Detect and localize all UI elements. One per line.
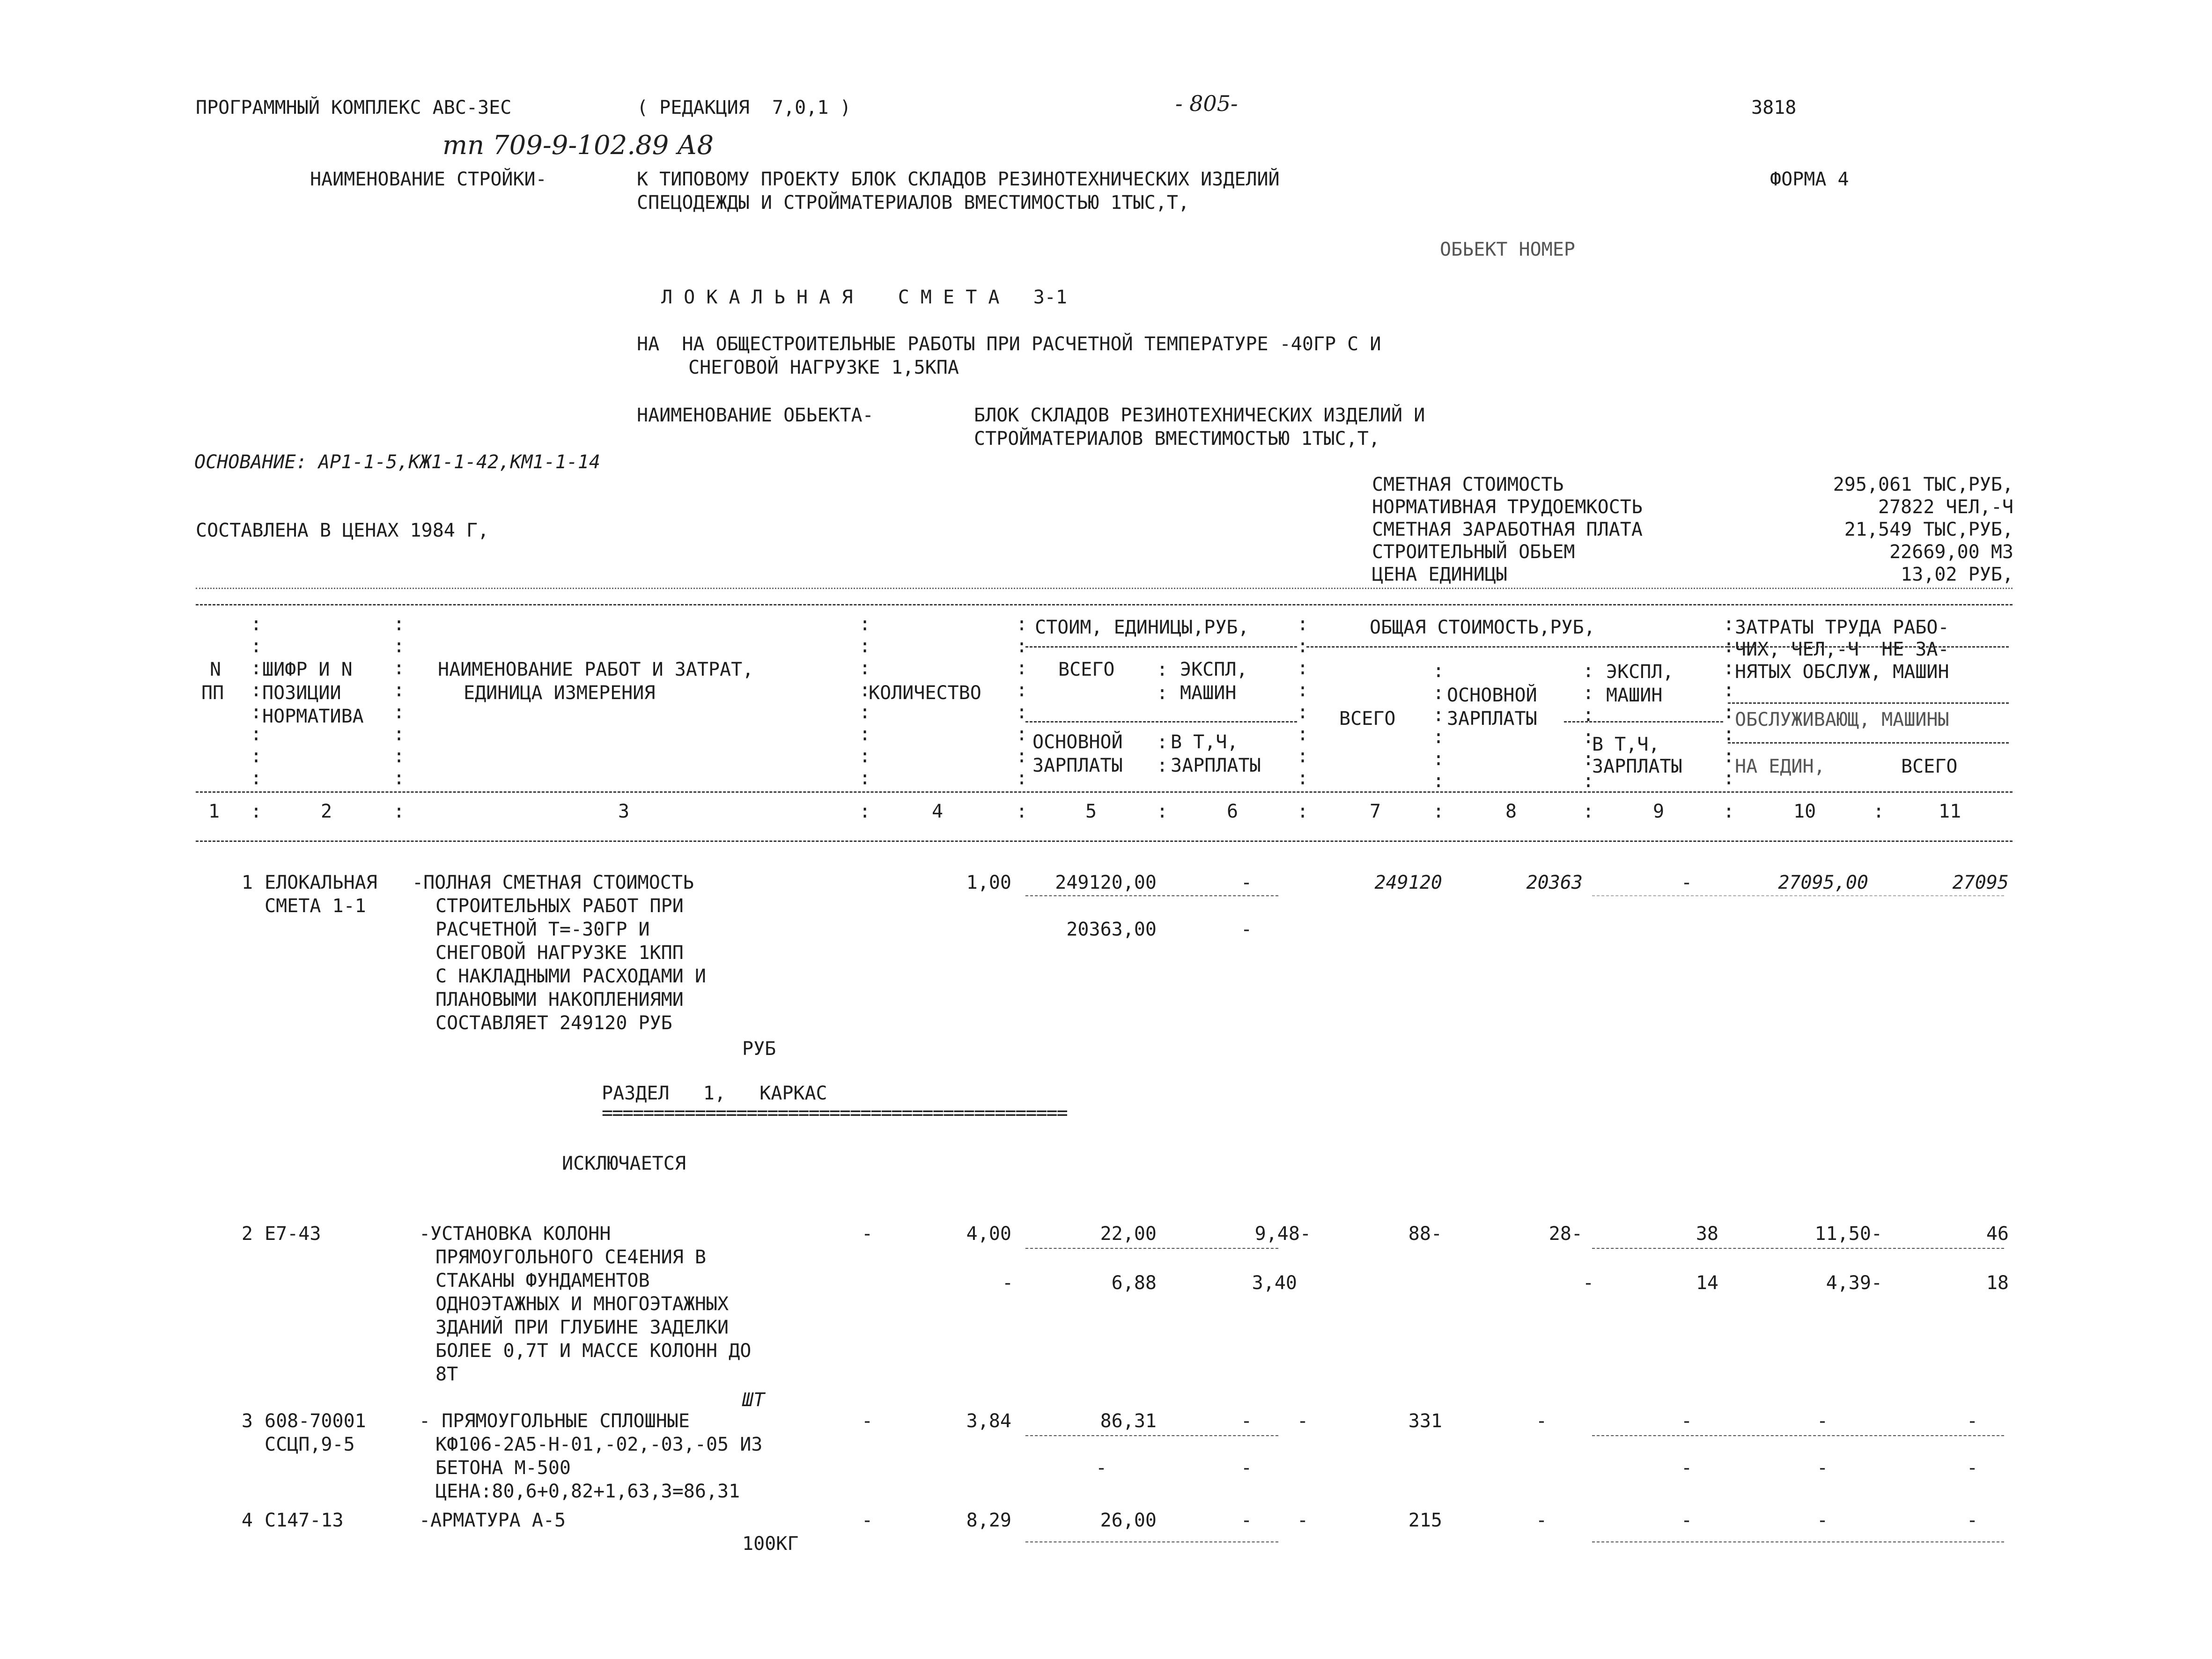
col-number: 10	[1793, 801, 1816, 822]
row-mark: -	[1297, 1410, 1309, 1432]
row-cost-rule	[1025, 1435, 1278, 1436]
row-name: ОДНОЭТАЖНЫХ И МНОГОЭТАЖНЫХ	[435, 1293, 729, 1315]
row-mark: -	[1681, 1457, 1693, 1479]
row-total-rule	[1592, 1435, 2004, 1436]
row-unit-base: 6,88	[1111, 1272, 1157, 1294]
col-number: 9	[1653, 801, 1665, 822]
row-labor-unit: -	[1817, 1510, 1829, 1531]
total-cost-label: ОБЩАЯ СТОИМОСТЬ,РУБ,	[1370, 617, 1595, 638]
labor-label: НЯТЫХ ОБСЛУЖ, МАШИН	[1735, 661, 1949, 683]
estimate-title: Л О К А Л Ь Н А Я С М Е Т А 3-1	[661, 287, 1067, 308]
row-name: -ПОЛНАЯ СМЕТНАЯ СТОИМОСТЬ	[412, 872, 694, 893]
row-name: 8Т	[435, 1364, 458, 1385]
row-name: ЗДАНИЙ ПРИ ГЛУБИНЕ ЗАДЕЛКИ	[435, 1317, 729, 1338]
row-mark: -	[1241, 1457, 1253, 1479]
row-mark: -	[862, 1223, 873, 1245]
total-mach-label: ЭКСПЛ,	[1606, 661, 1674, 683]
row-name: ЦЕНА:80,6+0,82+1,63,3=86,31	[435, 1481, 740, 1502]
row-qty: 1,00	[966, 872, 1011, 893]
unit-cost-label: СТОИМ, ЕДИНИЦЫ,РУБ,	[1035, 617, 1249, 638]
col-number: 5	[1085, 801, 1097, 822]
row-name: С НАКЛАДНЫМИ РАСХОДАМИ И	[435, 966, 706, 987]
row-code: ЕЛОКАЛЬНАЯ	[265, 872, 377, 893]
estimate-page: ПРОГРАММНЫЙ КОМПЛЕКС АВС-3ЕС ( РЕДАКЦИЯ 7,0,1 ) - 805- 3818 тп 709-9-102.89 А8 НАИМЕНОВАНИЕ СТРОЙКИ- К ТИПОВОМУ ПРОЕКТУ БЛОК СКЛАДОВ РЕЗИНОТЕХНИЧЕСКИХ ИЗДЕЛИЙ СПЕЦОДЕЖДЫ И СТРОЙМАТЕРИАЛОВ ВМЕСТИМОСТЬЮ 1ТЫС,Т, ФОРМА 4 ОБЬЕКТ НОМЕР Л О К А Л Ь Н А Я С М Е Т А 3-1 НА НА ОБЩЕСТРОИТЕЛЬНЫЕ РАБОТЫ ПРИ РАСЧЕТНОЙ ТЕМПЕРАТУРЕ -40ГР С И СНЕГОВОЙ НАГРУЗКЕ 1,5КПА НАИМЕНОВАНИЕ ОБЬЕКТА- БЛОК СКЛАДОВ РЕЗИНОТЕХНИЧЕСКИХ ИЗДЕЛИЙ И СТРОЙМАТЕРИАЛОВ ВМЕСТИМОСТЬЮ 1ТЫС,Т, ОСНОВАНИЕ: АР1-1-5,КЖ1-1-42,КМ1-1-14 СОСТАВЛЕНА В ЦЕНАХ 1984 Г, СМЕТНАЯ СТОИМОСТЬ 295,061 ТЫС,РУБ, НОРМАТИВНАЯ ТРУДОЕМКОСТЬ 27822 ЧЕЛ,-Ч СМЕТНАЯ ЗАРАБОТНАЯ ПЛАТА 21,549 ТЫС,РУБ, СТРОИТЕЛЬНЫЙ ОБЬЕМ 22669,00 М3 ЦЕНА ЕДИНИЦЫ 13,02 РУБ, N ПП ШИФР И N ПОЗИЦИИ НОРМАТИВА НАИМЕНОВАНИЕ РАБОТ И ЗАТРАТ, ЕДИНИЦА ИЗМЕРЕНИЯ КОЛИЧЕСТВО СТОИМ, ЕДИНИЦЫ,РУБ, ВСЕГО ЭКСПЛ, МАШИН ОСНОВНОЙ ЗАРПЛАТЫ В Т,Ч, ЗАРПЛАТЫ ОБЩАЯ СТОИМОСТЬ,РУБ, ВСЕГО ОСНОВНОЙ ЗАРПЛАТЫ ЭКСПЛ, МАШИН В Т,Ч, ЗАРПЛАТЫ ЗАТРАТЫ ТРУДА РАБО- ЧИХ, ЧЕЛ,-Ч НЕ ЗА- НЯТЫХ ОБСЛУЖ, МАШИН ОБСЛУЖИВАЮЩ, МАШИНЫ НА ЕДИН, ВСЕГО : : : : : : : : : : : : : : : : : : : : : : : : : : : : : : : : : : : : : : : : : : : : : : : : : : : : : : : : : : : : : : : : 1 2 3 4 5 6 7 8 9 10 11 : : : : : : : : : : 1 ЕЛОКАЛЬНАЯ СМЕТА 1-1 -ПОЛНАЯ СМЕТНАЯ СТОИМОСТЬ СТРОИТЕЛЬНЫХ РАБОТ ПРИ РАСЧЕТНОЙ Т=-30ГР И СНЕГОВОЙ НАГРУЗКЕ 1КПП С НАКЛАДНЫМИ РАСХОДАМИ И ПЛАНОВЫМИ НАКОПЛЕНИЯМИ СОСТАВЛЯЕТ 249120 РУБ РУБ 1,00 249120,00 - 20363,00 - 249120 20363 - 27095,00 27095 РАЗДЕЛ 1, КАРКАС ============================================= ИСКЛЮЧАЕТСЯ 2 Е7-43 -УСТАНОВКА КОЛОНН ПРЯМОУГОЛЬНОГО СЕ4ЕНИЯ В СТАКАНЫ ФУНДАМЕНТОВ ОДНОЭТАЖНЫХ И МНОГОЭТАЖНЫХ ЗДАНИЙ ПРИ ГЛУБИНЕ ЗАДЕЛКИ БОЛЕЕ 0,7Т И МАССЕ КОЛОНН ДО 8Т ШТ - 4,00 22,00 9,48- - 6,88 3,40 88- 28- 38 11,50- 46 - 14 4,39- 18 3 608-70001 ССЦП,9-5 - ПРЯМОУГОЛЬНЫЕ СПЛОШНЫЕ КФ106-2А5-Н-01,-02,-03,-05 ИЗ БЕТОНА М-500 ЦЕНА:80,6+0,82+1,63,3=86,31 - 3,84 86,31 - - - - 331 - - - - - - - 4 С147-13 -АРМАТУРА А-5 100КГ - 8,29 26,00 - - 215 - - - -	[194, 91, 2013, 1555]
col-number: 6	[1227, 801, 1239, 822]
labor-label: ЧИХ, ЧЕЛ,-Ч НЕ ЗА-	[1735, 639, 1949, 660]
total-all-label: ВСЕГО	[1339, 708, 1396, 730]
summary-value: 27822 ЧЕЛ,-Ч	[1878, 496, 2013, 518]
estimate-on-line2: СНЕГОВОЙ НАГРУЗКЕ 1,5КПА	[688, 357, 959, 378]
unit-total-label: ВСЕГО	[1058, 659, 1115, 680]
handwritten-code: тп 709-9-102.89 А8	[442, 130, 714, 161]
row-name: СТАКАНЫ ФУНДАМЕНТОВ	[435, 1270, 650, 1291]
row-name: - ПРЯМОУГОЛЬНЫЕ СПЛОШНЫЕ	[419, 1410, 690, 1432]
program-edition: ( РЕДАКЦИЯ 7,0,1 )	[637, 97, 851, 118]
form-number: ФОРМА 4	[1770, 169, 1849, 190]
row-number: 2	[241, 1223, 253, 1245]
row-unit-total: 86,31	[1100, 1410, 1157, 1432]
program-name: ПРОГРАММНЫЙ КОМПЛЕКС АВС-3ЕС	[196, 97, 512, 118]
labor-rule-2	[1728, 702, 2009, 704]
row-name: ПРЯМОУГОЛЬНОГО СЕ4ЕНИЯ В	[435, 1246, 706, 1268]
total-base-label: ЗАРПЛАТЫ	[1447, 708, 1537, 730]
row-unit-mach: -	[1241, 1510, 1253, 1531]
labor-unit-label: НА ЕДИН,	[1735, 756, 1825, 777]
row-total-base: -	[1536, 1510, 1548, 1531]
construction-line1: К ТИПОВОМУ ПРОЕКТУ БЛОК СКЛАДОВ РЕЗИНОТЕХНИЧЕСКИХ ИЗДЕЛИЙ	[637, 169, 1280, 190]
row-labor-total: -	[1967, 1410, 1978, 1432]
unit-base-label: ОСНОВНОЙ	[1032, 731, 1123, 753]
row-qty: 8,29	[966, 1510, 1011, 1531]
row-total-incl: 14	[1696, 1272, 1718, 1294]
row-total-all: 88-	[1408, 1223, 1442, 1245]
col-n-label: ПП	[201, 682, 224, 704]
row-number: 1	[241, 872, 253, 893]
row-cost-rule	[1025, 1248, 1278, 1249]
row-qty: 4,00	[966, 1223, 1011, 1245]
row-name: БОЛЕЕ 0,7Т И МАССЕ КОЛОНН ДО	[435, 1340, 752, 1362]
row-code: 608-70001	[265, 1410, 366, 1432]
row-labor-total: 46	[1986, 1223, 2009, 1245]
row-unit: ШТ	[742, 1389, 765, 1411]
labor-serv-label: ОБСЛУЖИВАЮЩ, МАШИНЫ	[1735, 709, 1949, 730]
section-excluded: ИСКЛЮЧАЕТСЯ	[562, 1153, 686, 1174]
col-name-label: НАИМЕНОВАНИЕ РАБОТ И ЗАТРАТ,	[438, 659, 754, 680]
section-underline: =============================================	[602, 1102, 1067, 1124]
row-code: ССЦП,9-5	[265, 1434, 355, 1455]
row-cost-rule	[1025, 895, 1278, 896]
unit-base-label: ЗАРПЛАТЫ	[1032, 755, 1123, 776]
row-total-mach: -	[1681, 1410, 1693, 1432]
row-total-mach: -	[1681, 1510, 1693, 1531]
object-line1: БЛОК СКЛАДОВ РЕЗИНОТЕХНИЧЕСКИХ ИЗДЕЛИЙ И	[974, 405, 1425, 426]
row-labor-total: 18	[1986, 1272, 2009, 1294]
col-code-label: НОРМАТИВА	[262, 706, 364, 727]
row-labor-total: 27095	[1952, 872, 2009, 893]
summary-value: 22669,00 М3	[1889, 541, 2013, 563]
header-bottom-rule	[196, 791, 2013, 793]
row-code: Е7-43	[265, 1223, 321, 1245]
row-name: СОСТАВЛЯЕТ 249120 РУБ	[435, 1012, 672, 1034]
unit-cost-rule	[1025, 646, 1297, 648]
row-total-mach: 38	[1696, 1223, 1718, 1245]
unit-incl-label: В Т,Ч,	[1171, 731, 1239, 753]
unit-cost-rule-2	[1025, 721, 1297, 723]
col-code-label: ПОЗИЦИИ	[262, 682, 341, 704]
row-mark: -	[1967, 1457, 1978, 1479]
total-incl-label: В Т,Ч,	[1592, 734, 1660, 755]
row-mark: -	[1583, 1272, 1594, 1294]
row-unit: РУБ	[742, 1038, 776, 1060]
row-qty: 3,84	[966, 1410, 1011, 1432]
row-unit-total: 249120,00	[1055, 872, 1157, 893]
construction-line2: СПЕЦОДЕЖДЫ И СТРОЙМАТЕРИАЛОВ ВМЕСТИМОСТЬЮ 1ТЫС,Т,	[637, 192, 1190, 214]
row-unit-base: 20363,00	[1066, 919, 1157, 940]
row-name: БЕТОНА М-500	[435, 1457, 571, 1479]
col-number: 8	[1505, 801, 1517, 822]
total-mach-label: МАШИН	[1606, 685, 1663, 706]
col-code-label: ШИФР И N	[262, 659, 353, 680]
summary-label: НОРМАТИВНАЯ ТРУДОЕМКОСТЬ	[1372, 496, 1643, 518]
unit-mach-label: ЭКСПЛ,	[1180, 659, 1248, 680]
row-labor-unit: 4,39-	[1826, 1272, 1882, 1294]
summary-label: СМЕТНАЯ ЗАРАБОТНАЯ ПЛАТА	[1372, 519, 1643, 540]
unit-incl-label: ЗАРПЛАТЫ	[1171, 755, 1261, 776]
row-total-all: 249120	[1374, 872, 1442, 893]
col-number: 1	[208, 801, 220, 822]
numbers-bottom-rule	[196, 841, 2013, 842]
summary-label: ЦЕНА ЕДИНИЦЫ	[1372, 564, 1507, 585]
row-total-base: 28-	[1548, 1223, 1583, 1245]
row-unit-incl: 3,40	[1252, 1272, 1297, 1294]
row-labor-unit: -	[1817, 1410, 1829, 1432]
row-total-base: -	[1536, 1410, 1548, 1432]
col-name-label: ЕДИНИЦА ИЗМЕРЕНИЯ	[464, 682, 656, 704]
estimate-on-line1: НА НА ОБЩЕСТРОИТЕЛЬНЫЕ РАБОТЫ ПРИ РАСЧЕТНОЙ ТЕМПЕРАТУРЕ -40ГР С И	[637, 333, 1381, 355]
row-unit-total: 26,00	[1100, 1510, 1157, 1531]
row-unit-incl: -	[1241, 919, 1253, 940]
row-total-base: 20363	[1526, 872, 1583, 893]
row-name: СТРОИТЕЛЬНЫХ РАБОТ ПРИ	[435, 895, 684, 917]
total-cost-rule	[1306, 646, 1728, 648]
labor-rule-3	[1728, 742, 2009, 744]
row-total-rule	[1592, 1248, 2004, 1249]
section-title: РАЗДЕЛ 1, КАРКАС	[602, 1083, 827, 1104]
row-name: -АРМАТУРА А-5	[419, 1510, 566, 1531]
row-unit: 100КГ	[742, 1533, 799, 1555]
row-name: КФ106-2А5-Н-01,-02,-03,-05 ИЗ	[435, 1434, 763, 1455]
labor-total-label: ВСЕГО	[1901, 756, 1958, 777]
doc-number: 3818	[1751, 97, 1797, 118]
object-number: ОБЬЕКТ НОМЕР	[1440, 239, 1575, 260]
row-labor-unit: 27095,00	[1778, 872, 1868, 893]
labor-label: ЗАТРАТЫ ТРУДА РАБО-	[1735, 617, 1949, 638]
row-labor-unit: 11,50-	[1814, 1223, 1882, 1245]
unit-mach-label: МАШИН	[1180, 682, 1237, 704]
row-total-all: 331	[1408, 1410, 1442, 1432]
col-number: 4	[932, 801, 944, 822]
row-name: РАСЧЕТНОЙ Т=-30ГР И	[435, 919, 650, 940]
col-number: 7	[1370, 801, 1381, 822]
row-total-all: 215	[1408, 1510, 1442, 1531]
table-top-rule	[196, 604, 2013, 605]
col-qty-label: КОЛИЧЕСТВО	[869, 682, 981, 704]
total-base-label: ОСНОВНОЙ	[1447, 685, 1537, 706]
row-name: СНЕГОВОЙ НАГРУЗКЕ 1КПП	[435, 942, 684, 964]
col-number: 2	[321, 801, 332, 822]
summary-rule	[196, 588, 2013, 589]
row-total-mach: -	[1681, 872, 1693, 893]
row-code: СМЕТА 1-1	[265, 895, 366, 917]
row-cost-rule	[1025, 1541, 1278, 1542]
object-line2: СТРОЙМАТЕРИАЛОВ ВМЕСТИМОСТЬЮ 1ТЫС,Т,	[974, 428, 1380, 450]
estimate-basis: ОСНОВАНИЕ: АР1-1-5,КЖ1-1-42,КМ1-1-14	[194, 451, 600, 473]
summary-label: СМЕТНАЯ СТОИМОСТЬ	[1372, 474, 1564, 495]
row-unit-mach: -	[1241, 1410, 1253, 1432]
row-mark: -	[1002, 1272, 1014, 1294]
row-number: 3	[241, 1410, 253, 1432]
row-mark: -	[862, 1410, 873, 1432]
page-mark: - 805-	[1175, 91, 1238, 116]
row-unit-mach: 9,48-	[1254, 1223, 1311, 1245]
construction-label: НАИМЕНОВАНИЕ СТРОЙКИ-	[310, 169, 547, 190]
row-labor-total: -	[1967, 1510, 1978, 1531]
summary-value: 21,549 ТЫС,РУБ,	[1844, 519, 2013, 540]
summary-value: 295,061 ТЫС,РУБ,	[1833, 474, 2013, 495]
col-n-label: N	[210, 659, 221, 680]
col-number: 11	[1939, 801, 1961, 822]
row-mark: -	[1817, 1457, 1829, 1479]
row-mark: -	[862, 1510, 873, 1531]
object-label: НАИМЕНОВАНИЕ ОБЬЕКТА-	[637, 405, 874, 426]
row-unit-mach: -	[1241, 872, 1253, 893]
price-base: СОСТАВЛЕНА В ЦЕНАХ 1984 Г,	[196, 520, 489, 541]
row-name: ПЛАНОВЫМИ НАКОПЛЕНИЯМИ	[435, 989, 684, 1010]
summary-label: СТРОИТЕЛЬНЫЙ ОБЬЕМ	[1372, 541, 1575, 563]
row-code: С147-13	[265, 1510, 344, 1531]
row-unit-total: 22,00	[1100, 1223, 1157, 1245]
row-number: 4	[241, 1510, 253, 1531]
row-mark: -	[1096, 1457, 1107, 1479]
total-incl-label: ЗАРПЛАТЫ	[1592, 756, 1682, 777]
row-total-rule	[1592, 895, 2004, 896]
row-mark: -	[1297, 1510, 1309, 1531]
col-number: 3	[618, 801, 630, 822]
row-name: -УСТАНОВКА КОЛОНН	[419, 1223, 611, 1245]
summary-value: 13,02 РУБ,	[1901, 564, 2013, 585]
row-total-rule	[1592, 1541, 2004, 1542]
